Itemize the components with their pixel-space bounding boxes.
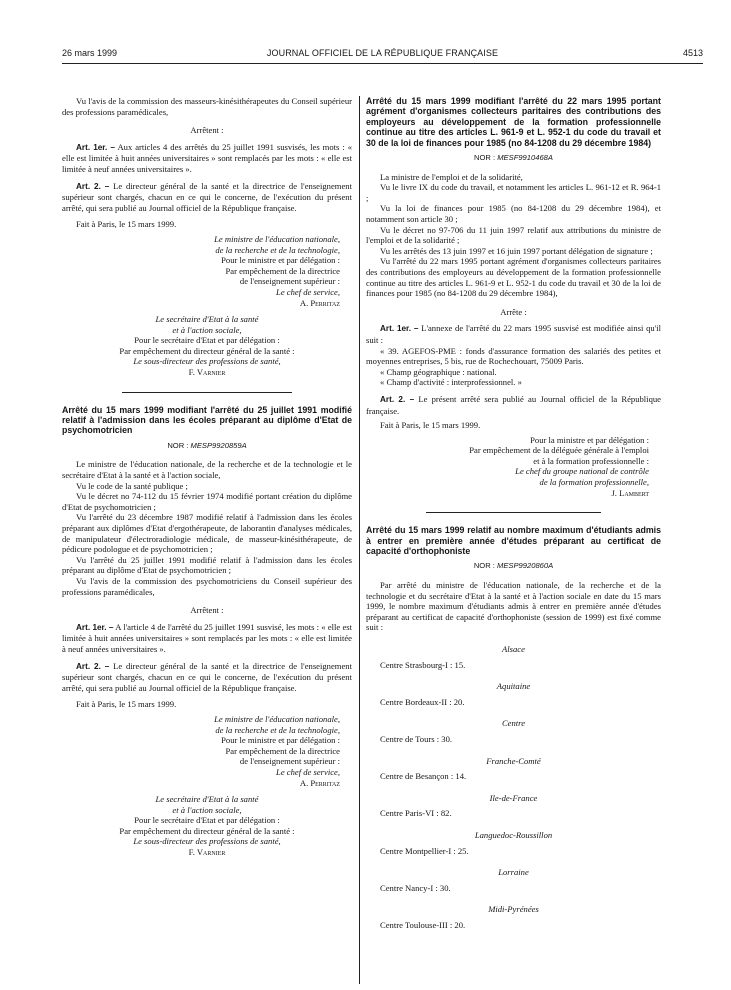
signature-block-secretary <box>62 314 352 378</box>
signature-line: de la recherche et de la technologie, <box>215 724 340 735</box>
signature-line: Le chef de service, <box>276 766 340 777</box>
article-label: Art. 2. – <box>76 661 110 671</box>
visa: Vu l'arrêté du 23 décembre 1987 modifié relatif à l'admission dans les écoles préparant aux diplômes d'Etat d'ergothérapeute, de laborantin d'analyses médicales, de manipulateur d'électroradiologie médicale, de masseur-kinésithérapeute, de pédicure podologue et de psychomotricien ; <box>62 512 352 555</box>
visa: Vu le livre IX du code du travail, et notamment les articles L. 961-12 et R. 964-1 ; <box>366 182 661 203</box>
article-text: Le présent arrêté sera publié au Journal officiel de la République française. <box>366 393 661 416</box>
nor-reference: NOR : MESP9920860A <box>473 561 554 571</box>
column-divider <box>359 96 360 984</box>
signature-line: Par empêchement du directeur général de la santé : <box>119 825 295 836</box>
right-column <box>366 96 661 931</box>
preamble: La ministre de l'emploi et de la solidarité, <box>380 171 523 182</box>
article-2 <box>62 661 352 694</box>
article-2 <box>62 181 352 214</box>
section-separator <box>426 512 601 513</box>
article-label: Art. 2. – <box>380 394 415 404</box>
decree-agefos <box>366 96 661 498</box>
region-name: Alsace <box>502 644 525 655</box>
preamble: Le ministre de l'éducation nationale, de la recherche et de la technologie et le secrétaire d'Etat à la santé et à l'action sociale, <box>62 459 352 481</box>
centre-quota: Centre Bordeaux-II : 20. <box>380 696 465 707</box>
signature-block-minister <box>62 234 352 308</box>
nor-reference: NOR : MESP9920859A <box>167 440 247 450</box>
signatory-name: A. Perritaz <box>299 777 340 788</box>
article-1 <box>62 622 352 655</box>
signature-line: et à la formation professionnelle : <box>533 455 649 466</box>
signature-date: Fait à Paris, le 15 mars 1999. <box>76 699 177 710</box>
annex-entry: « 39. AGEFOS-PME : fonds d'assurance formation des salariés des petites et moyennes entreprises, 5 bis, rue de Rochechouart, 75009 Paris. <box>366 345 661 367</box>
signature-line: Pour le secrétaire d'Etat et par délégation : <box>134 815 280 826</box>
visa: Vu l'arrêté du 25 juillet 1991 modifié relatif à l'admission dans les écoles préparant au diplôme d'Etat de psychomotricien ; <box>62 554 352 576</box>
signature-line: Par empêchement de la directrice <box>225 745 340 756</box>
page-header <box>62 48 703 61</box>
article-1 <box>62 142 352 175</box>
signature-line: Le chef du groupe national de contrôle <box>515 466 649 477</box>
nor-code: MESP9920859A <box>190 440 247 450</box>
signature-line: et à l'action sociale, <box>172 804 242 815</box>
signature-line: de l'enseignement supérieur : <box>239 276 340 287</box>
visa: Vu le décret no 74-112 du 15 février 1974 modifié portant création du diplôme d'Etat de psychomotricien ; <box>62 491 352 512</box>
decree-psychomotricien <box>62 405 352 858</box>
signature-block-minister <box>62 714 352 788</box>
signatory-name: F. Varnier <box>188 367 226 378</box>
centre-quota: Centre Strasbourg-I : 15. <box>380 659 466 670</box>
signature-line: de l'enseignement supérieur : <box>239 756 340 767</box>
signature-block-secretary <box>62 794 352 858</box>
signature-line: Pour le ministre et par délégation : <box>221 735 340 746</box>
decree-title: Arrêté du 15 mars 1999 relatif au nombre maximum d'étudiants admis à entrer en première année d'études préparant au certificat de capacité d'orthophoniste <box>366 525 661 557</box>
arretent-heading: Arrêtent : <box>190 125 224 136</box>
visa: Vu l'avis de la commission des masseurs-kinésithérapeutes du Conseil supérieur des professions paramédicales, <box>62 96 352 117</box>
header-journal-title: JOURNAL OFFICIEL DE LA RÉPUBLIQUE FRANÇAISE <box>266 48 499 58</box>
region-name: Franche-Comté <box>486 755 541 766</box>
arrete-heading: Arrête : <box>500 306 527 317</box>
region-name: Midi-Pyrénées <box>488 904 539 915</box>
region-name: Aquitaine <box>496 681 531 692</box>
header-page-number: 4513 <box>682 48 703 58</box>
signature-line: Pour la ministre et par délégation : <box>530 434 649 445</box>
signature-line: Le sous-directeur des professions de santé, <box>133 836 281 847</box>
decree-body: Par arrêté du ministre de l'éducation nationale, de la recherche et de la technologie et du secrétaire d'Etat à la santé et à l'action sociale en date du 15 mars 1999, le nombre maximum d'étudiants admis à entrer en première année d'études préparant au certificat de capacité d'orthophoniste (session de 1999) est fixé comme suit : <box>366 580 661 633</box>
signature-line: Par empêchement de la directrice <box>225 265 340 276</box>
visa: Vu les arrêtés des 13 juin 1997 et 16 juin 1997 portant délégation de signature ; <box>380 245 653 256</box>
article-label: Art. 1er. – <box>76 142 115 152</box>
centre-quota: Centre Toulouse-III : 20. <box>380 919 466 930</box>
visa: Vu le code de la santé publique ; <box>76 480 188 491</box>
visa: Vu le décret no 97-706 du 11 juin 1997 relatif aux attributions du ministre de l'emploi et de la solidarité ; <box>366 224 661 246</box>
region-list <box>366 644 661 931</box>
signatory-name: J. Lambert <box>611 487 649 498</box>
signature-line: Le secrétaire d'Etat à la santé <box>155 314 259 325</box>
nor-code: MESP9920860A <box>497 561 554 571</box>
article-text: L'annexe de l'arrêté du 22 mars 1995 susvisé est modifiée ainsi qu'il suit : <box>366 323 661 345</box>
article-label: Art. 1er. – <box>76 622 114 632</box>
signature-line: Le ministre de l'éducation nationale, <box>214 713 340 724</box>
section-separator <box>122 392 292 393</box>
signatory-name: A. Perritaz <box>299 297 340 308</box>
signature-block <box>366 435 661 499</box>
signature-date: Fait à Paris, le 15 mars 1999. <box>76 219 177 230</box>
centre-quota: Centre de Besançon : 14. <box>380 771 467 782</box>
article-text: A l'article 4 de l'arrêté du 25 juillet 1991 susvisé, les mots : « elle est limitée à huit années universitaires » sont remplacés par les mots : « elle est limitée à neuf années universitaires ». <box>62 621 352 654</box>
signature-line: Le ministre de l'éducation nationale, <box>214 233 340 244</box>
centre-quota: Centre Montpellier-I : 25. <box>380 845 469 856</box>
article-2 <box>366 394 661 416</box>
article-label: Art. 1er. – <box>380 324 419 334</box>
annex-entry: « Champ d'activité : interprofessionnel. » <box>380 377 522 388</box>
signature-date: Fait à Paris, le 15 mars 1999. <box>380 420 481 431</box>
annex-entry: « Champ géographique : national. <box>380 366 497 377</box>
region-name: Lorraine <box>498 867 529 878</box>
article-label: Art. 2. – <box>76 181 110 191</box>
article-1 <box>366 323 661 345</box>
centre-quota: Centre Nancy-I : 30. <box>380 882 451 893</box>
left-column <box>62 96 352 858</box>
signature-line: de la formation professionnelle, <box>539 477 649 488</box>
region-name: Ile-de-France <box>489 792 538 803</box>
arretent-heading: Arrêtent : <box>190 605 224 616</box>
header-rule <box>62 63 703 64</box>
nor-code: MESF9910468A <box>497 153 553 163</box>
signature-line: Pour le ministre et par délégation : <box>221 255 340 266</box>
article-text: Le directeur général de la santé et la directrice de l'enseignement supérieur sont chargés, chacun en ce qui le concerne, de l'exécution du présent arrêté, qui sera publié au Journal officiel de la République française. <box>62 660 352 693</box>
continued-decree <box>62 96 352 378</box>
decree-title: Arrêté du 15 mars 1999 modifiant l'arrêté du 25 juillet 1991 modifié relatif à l'admission dans les écoles préparant au diplôme d'Etat de psychomotricien <box>62 404 352 436</box>
signature-line: Par empêchement du directeur général de la santé : <box>119 345 295 356</box>
article-text: Aux articles 4 des arrêtés du 25 juillet 1991 susvisés, les mots : « elle est limitée à huit années universitaires » sont remplacés par les mots : « elle est limitée à neuf années universitaires ». <box>62 141 352 174</box>
signature-line: Par empêchement de la déléguée générale à l'emploi <box>469 445 649 456</box>
signature-line: Le chef de service, <box>276 286 340 297</box>
visa: Vu l'avis de la commission des psychomotriciens du Conseil supérieur des professions paramédicales, <box>62 576 352 597</box>
decree-title: Arrêté du 15 mars 1999 modifiant l'arrêté du 22 mars 1995 portant agrément d'organismes collecteurs paritaires des contributions des employeurs au développement de la formation professionnelle continue au titre des articles L. 961-9 et L. 952-1 du code du travail et 30 de la loi de finances pour 1985 (no 84-1208 du 29 décembre 1984) <box>366 96 661 148</box>
signatory-name: F. Varnier <box>188 847 226 858</box>
signature-line: Le secrétaire d'Etat à la santé <box>155 794 259 805</box>
visa: Vu la loi de finances pour 1985 (no 84-1208 du 29 décembre 1984), et notamment son article 30 ; <box>366 203 661 224</box>
region-name: Languedoc-Roussillon <box>474 829 553 840</box>
nor-reference: NOR : MESF9910468A <box>474 153 553 163</box>
signature-line: Pour le secrétaire d'Etat et par délégation : <box>134 335 280 346</box>
signature-line: de la recherche et de la technologie, <box>215 244 340 255</box>
centre-quota: Centre de Tours : 30. <box>380 734 453 744</box>
decree-orthophoniste <box>366 525 661 930</box>
header-date: 26 mars 1999 <box>62 48 118 58</box>
article-text: Le directeur général de la santé et la directrice de l'enseignement supérieur sont chargés, chacun en ce qui le concerne, de l'exécution du présent arrêté, qui sera publié au Journal officiel de la République française. <box>62 180 352 213</box>
signature-line: Le sous-directeur des professions de santé, <box>133 356 281 367</box>
signature-line: et à l'action sociale, <box>172 324 242 335</box>
visa: Vu l'arrêté du 22 mars 1995 portant agrément d'organismes collecteurs paritaires des contributions des employeurs au développement de la formation professionnelle continue au titre des articles L. 961-9 et L. 952-1 du code du travail et 30 de la loi de finances pour 1985 (no 84-1208 du 29 décembre 1984), <box>366 256 661 299</box>
region-name: Centre <box>501 718 526 729</box>
centre-quota: Centre Paris-VI : 82. <box>380 808 452 819</box>
